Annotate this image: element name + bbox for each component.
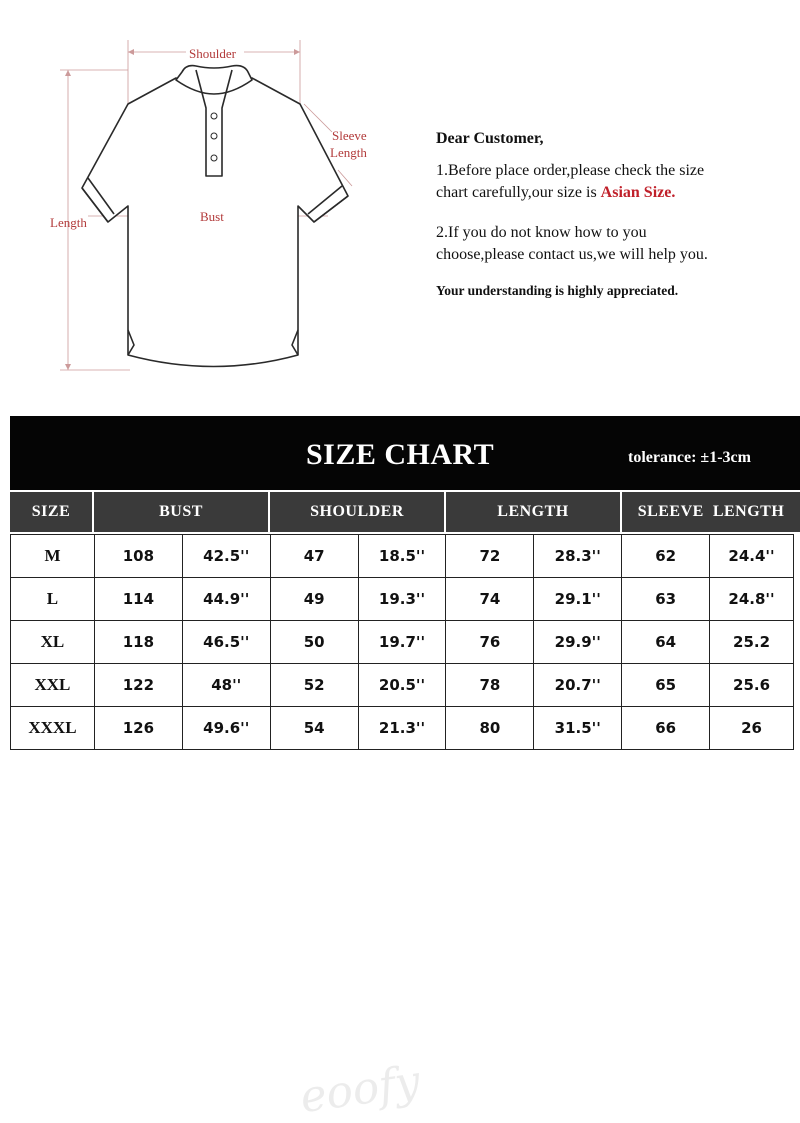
cell-shoulder-in: 20.5'' [358, 664, 446, 707]
cell-length-in: 28.3'' [534, 535, 622, 578]
cell-bust-cm: 126 [94, 707, 182, 750]
chart-title: SIZE CHART [306, 438, 495, 471]
cell-length-cm: 80 [446, 707, 534, 750]
notice-line-1-end: . [671, 184, 676, 201]
cell-sleeve-cm: 66 [622, 707, 710, 750]
cell-shoulder-cm: 52 [270, 664, 358, 707]
customer-notice [436, 128, 791, 302]
notice-line-1b-text: chart carefully,our size is [436, 184, 601, 201]
header-bust: BUST [94, 492, 270, 532]
cell-sleeve-cm: 63 [622, 578, 710, 621]
cell-bust-in: 42.5'' [182, 535, 270, 578]
cell-shoulder-cm: 50 [270, 621, 358, 664]
table-row [11, 535, 794, 578]
closing-line: Your understanding is highly appreciated. [436, 283, 679, 298]
cell-bust-in: 48'' [182, 664, 270, 707]
cell-shoulder-cm: 47 [270, 535, 358, 578]
cell-length-cm: 72 [446, 535, 534, 578]
asian-size-highlight: Asian Size [600, 184, 672, 201]
cell-bust-cm: 118 [94, 621, 182, 664]
cell-bust-in: 49.6'' [182, 707, 270, 750]
cell-size: XL [11, 621, 95, 664]
table-row [11, 664, 794, 707]
sleeve-label-line2: Length [330, 145, 367, 160]
size-chart [10, 416, 800, 1123]
cell-bust-cm: 114 [94, 578, 182, 621]
cell-size: XXL [11, 664, 95, 707]
shoulder-label: Shoulder [189, 46, 236, 61]
bust-label: Bust [200, 209, 224, 224]
shirt-measurement-diagram [0, 0, 420, 400]
cell-length-in: 29.9'' [534, 621, 622, 664]
greeting: Dear Customer, [436, 130, 544, 147]
cell-sleeve-cm: 62 [622, 535, 710, 578]
cell-sleeve-in: 24.4'' [710, 535, 794, 578]
chart-header-bar [10, 416, 800, 490]
cell-shoulder-in: 19.7'' [358, 621, 446, 664]
cell-length-in: 29.1'' [534, 578, 622, 621]
notice-line-2b: choose,please contact us,we will help you. [436, 246, 708, 263]
table-row [11, 707, 794, 750]
cell-sleeve-in: 26 [710, 707, 794, 750]
cell-shoulder-in: 18.5'' [358, 535, 446, 578]
cell-sleeve-in: 25.2 [710, 621, 794, 664]
cell-size: M [11, 535, 95, 578]
cell-length-in: 20.7'' [534, 664, 622, 707]
cell-bust-in: 46.5'' [182, 621, 270, 664]
cell-length-cm: 76 [446, 621, 534, 664]
watermark: eoofy [297, 1055, 424, 1123]
table-row [11, 621, 794, 664]
cell-sleeve-in: 24.8'' [710, 578, 794, 621]
header-sleeve-length: SLEEVE LENGTH [622, 492, 800, 532]
column-headers [10, 492, 800, 532]
cell-bust-cm: 108 [94, 535, 182, 578]
size-table [10, 534, 794, 750]
table-row [11, 578, 794, 621]
cell-length-in: 31.5'' [534, 707, 622, 750]
cell-bust-cm: 122 [94, 664, 182, 707]
cell-bust-in: 44.9'' [182, 578, 270, 621]
cell-shoulder-cm: 54 [270, 707, 358, 750]
cell-sleeve-cm: 64 [622, 621, 710, 664]
sleeve-label-line1: Sleeve [332, 128, 367, 143]
tolerance-note: tolerance: ±1-3cm [628, 449, 751, 466]
header-length: LENGTH [446, 492, 622, 532]
cell-size: XXXL [11, 707, 95, 750]
cell-sleeve-in: 25.6 [710, 664, 794, 707]
length-label: Length [50, 215, 87, 230]
header-shoulder: SHOULDER [270, 492, 446, 532]
notice-line-1b [436, 182, 791, 204]
cell-sleeve-cm: 65 [622, 664, 710, 707]
cell-length-cm: 78 [446, 664, 534, 707]
cell-shoulder-cm: 49 [270, 578, 358, 621]
header-size: SIZE [10, 492, 94, 532]
cell-length-cm: 74 [446, 578, 534, 621]
notice-line-1a: 1.Before place order,please check the size [436, 162, 705, 179]
notice-line-2a: 2.If you do not know how to you [436, 224, 647, 241]
cell-size: L [11, 578, 95, 621]
cell-shoulder-in: 21.3'' [358, 707, 446, 750]
cell-shoulder-in: 19.3'' [358, 578, 446, 621]
